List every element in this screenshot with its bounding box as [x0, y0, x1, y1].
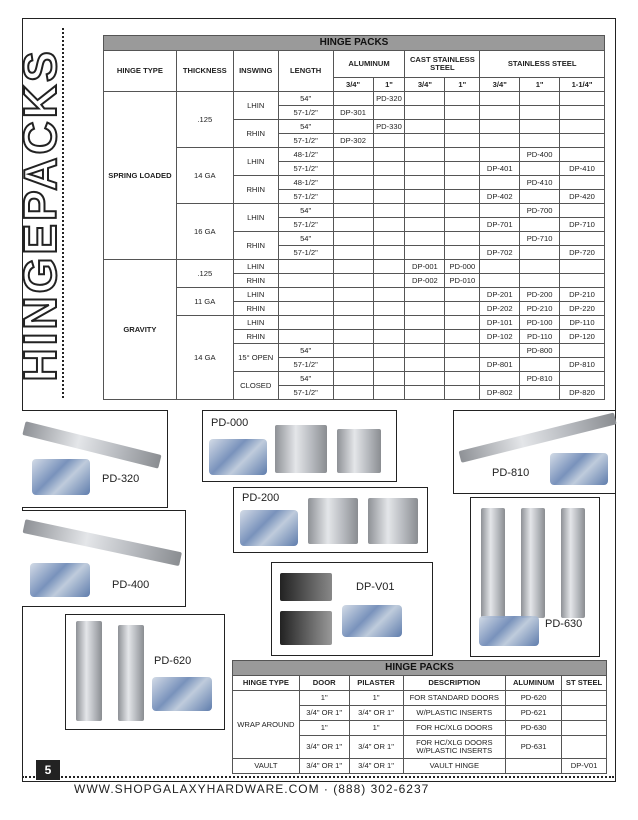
table-cell — [405, 246, 445, 260]
table-cell — [480, 372, 520, 386]
table-cell: RHIN — [233, 330, 278, 344]
table-cell: 54" — [278, 344, 333, 358]
table-cell — [373, 232, 405, 246]
table-cell: 54" — [278, 232, 333, 246]
table-cell: DP-302 — [333, 134, 373, 148]
table-cell — [333, 190, 373, 204]
table-cell — [333, 232, 373, 246]
table-cell: WRAP AROUND — [233, 691, 300, 759]
table-cell — [278, 330, 333, 344]
table-cell: LHIN — [233, 204, 278, 232]
table-cell — [520, 246, 560, 260]
table-cell — [333, 344, 373, 358]
table-cell — [405, 190, 445, 204]
table-cell — [480, 148, 520, 162]
caption-pd620: PD-620 — [154, 655, 192, 667]
table-cell: LHIN — [233, 316, 278, 330]
table-cell: DP-810 — [560, 358, 605, 372]
table-cell: SPRING LOADED — [104, 92, 177, 260]
table-cell — [445, 358, 480, 372]
table-cell: 16 GA — [176, 204, 233, 260]
table-cell: DP-102 — [480, 330, 520, 344]
table-cell — [333, 288, 373, 302]
table-cell: PD-700 — [520, 204, 560, 218]
col-thickness: THICKNESS — [176, 51, 233, 92]
table-cell: PD-330 — [373, 120, 405, 134]
size-header: 1-1/4" — [560, 78, 605, 92]
table-cell — [520, 274, 560, 288]
table-cell — [333, 176, 373, 190]
table-cell — [278, 260, 333, 274]
table-cell — [560, 176, 605, 190]
table-cell — [333, 274, 373, 288]
table-cell — [560, 344, 605, 358]
table-cell: FOR HC/XLG DOORS W/PLASTIC INSERTS — [403, 736, 506, 759]
table-cell: 57-1/2" — [278, 190, 333, 204]
footer-website: WWW.SHOPGALAXYHARDWARE.COM · (888) 302-6237 — [74, 782, 430, 796]
table-cell — [373, 260, 405, 274]
col-length: LENGTH — [278, 51, 333, 92]
table-cell — [373, 204, 405, 218]
table-cell — [333, 260, 373, 274]
table2-header: ST STEEL — [562, 676, 607, 691]
table-cell: RHIN — [233, 176, 278, 204]
table-cell: 1" — [349, 691, 403, 706]
size-header: 3/4" — [480, 78, 520, 92]
table-cell — [405, 316, 445, 330]
table-cell — [405, 358, 445, 372]
top-dotted-rule — [62, 28, 64, 398]
table-cell: 3/4" OR 1" — [299, 736, 349, 759]
table-cell: 54" — [278, 120, 333, 134]
table-cell: 3/4" OR 1" — [299, 759, 349, 774]
table-cell — [445, 246, 480, 260]
photo-pd000 — [202, 410, 397, 482]
table-cell: CLOSED — [233, 372, 278, 400]
table-cell: 57-1/2" — [278, 106, 333, 120]
table-cell: DP-402 — [480, 190, 520, 204]
table-cell: GRAVITY — [104, 260, 177, 400]
table-cell: DP-V01 — [562, 759, 607, 774]
table-cell — [373, 246, 405, 260]
table-cell — [445, 204, 480, 218]
table-cell — [405, 162, 445, 176]
table-cell: 57-1/2" — [278, 134, 333, 148]
table-cell — [445, 120, 480, 134]
table-cell — [560, 260, 605, 274]
table-cell — [333, 330, 373, 344]
table2-header: DESCRIPTION — [403, 676, 506, 691]
table-cell: RHIN — [233, 274, 278, 288]
table2-header: ALUMINUM — [506, 676, 562, 691]
bottom-dotted-rule — [22, 776, 614, 778]
table-cell — [445, 92, 480, 106]
table-cell: RHIN — [233, 232, 278, 260]
table-cell — [373, 148, 405, 162]
col-hinge-type: HINGE TYPE — [104, 51, 177, 92]
table-row — [104, 316, 605, 330]
table-cell — [445, 386, 480, 400]
table-cell — [278, 274, 333, 288]
table-cell: DP-001 — [405, 260, 445, 274]
table-cell: DP-802 — [480, 386, 520, 400]
table2-header: DOOR — [299, 676, 349, 691]
table-cell: DP-301 — [333, 106, 373, 120]
table-cell: PD-320 — [373, 92, 405, 106]
table-cell: 15° OPEN — [233, 344, 278, 372]
table-cell — [480, 134, 520, 148]
table-cell — [333, 204, 373, 218]
table-cell — [405, 120, 445, 134]
size-header: 1" — [373, 78, 405, 92]
table-cell — [520, 120, 560, 134]
table-cell: VAULT — [233, 759, 300, 774]
table-cell — [333, 92, 373, 106]
table-cell — [405, 204, 445, 218]
caption-pd000: PD-000 — [211, 417, 249, 429]
table-cell: DP-720 — [560, 246, 605, 260]
table-cell — [405, 92, 445, 106]
table-cell: 1" — [349, 721, 403, 736]
table-cell — [405, 344, 445, 358]
table-cell: FOR STANDARD DOORS — [403, 691, 506, 706]
table-cell — [373, 302, 405, 316]
table-cell: PD-800 — [520, 344, 560, 358]
table-cell — [278, 316, 333, 330]
table-cell: 3/4" OR 1" — [349, 759, 403, 774]
size-header: 1" — [520, 78, 560, 92]
photo-pd320 — [22, 410, 168, 508]
table-cell — [333, 218, 373, 232]
table-cell — [480, 260, 520, 274]
table-cell — [373, 330, 405, 344]
table-cell — [405, 302, 445, 316]
table-cell — [445, 162, 480, 176]
table-cell — [520, 162, 560, 176]
table-cell: DP-210 — [560, 288, 605, 302]
table-cell: DP-801 — [480, 358, 520, 372]
table-cell: DP-220 — [560, 302, 605, 316]
caption-pd810: PD-810 — [492, 467, 530, 479]
table-cell: .125 — [176, 92, 233, 148]
table-cell: DP-820 — [560, 386, 605, 400]
table-cell — [445, 218, 480, 232]
table-cell — [480, 106, 520, 120]
size-header: 3/4" — [405, 78, 445, 92]
table-cell — [405, 148, 445, 162]
photo-pd630 — [470, 497, 600, 657]
table-cell — [373, 288, 405, 302]
wrap-around-table — [232, 660, 607, 774]
table-cell: DP-702 — [480, 246, 520, 260]
table-cell: DP-101 — [480, 316, 520, 330]
table-cell: LHIN — [233, 260, 278, 274]
table-cell — [333, 148, 373, 162]
table-cell — [405, 288, 445, 302]
table-cell — [480, 204, 520, 218]
table-cell — [562, 706, 607, 721]
caption-pd400: PD-400 — [112, 579, 150, 591]
table-cell — [405, 330, 445, 344]
table-cell — [373, 190, 405, 204]
table-cell: 57-1/2" — [278, 246, 333, 260]
table-cell — [480, 232, 520, 246]
table-cell — [480, 120, 520, 134]
table-cell — [445, 344, 480, 358]
table-cell: PD-200 — [520, 288, 560, 302]
table-cell: DP-120 — [560, 330, 605, 344]
size-header: 1" — [445, 78, 480, 92]
table-cell: 14 GA — [176, 316, 233, 400]
table2-header: HINGE TYPE — [233, 676, 300, 691]
table-cell — [405, 232, 445, 246]
table-cell: 54" — [278, 204, 333, 218]
side-title: HINGEPACKS — [14, 48, 66, 382]
table-cell — [405, 218, 445, 232]
table-cell — [373, 218, 405, 232]
table-cell: 11 GA — [176, 288, 233, 316]
table-cell — [560, 106, 605, 120]
table-row — [104, 288, 605, 302]
table-cell: 1" — [299, 691, 349, 706]
table-cell — [373, 358, 405, 372]
table-cell — [480, 176, 520, 190]
table-cell — [373, 274, 405, 288]
table-cell — [405, 176, 445, 190]
table-cell — [562, 736, 607, 759]
table-cell — [560, 134, 605, 148]
table-cell: DP-110 — [560, 316, 605, 330]
table-cell: 57-1/2" — [278, 218, 333, 232]
table-cell: PD-010 — [445, 274, 480, 288]
size-header: 3/4" — [333, 78, 373, 92]
table-cell — [373, 372, 405, 386]
table-cell — [373, 316, 405, 330]
table-row — [104, 204, 605, 218]
table-cell: 57-1/2" — [278, 358, 333, 372]
caption-pd200: PD-200 — [242, 492, 280, 504]
table-row — [104, 92, 605, 106]
table-cell: PD-621 — [506, 706, 562, 721]
table-cell — [333, 316, 373, 330]
table-cell: VAULT HINGE — [403, 759, 506, 774]
table-cell: PD-620 — [506, 691, 562, 706]
table-cell — [562, 691, 607, 706]
table-cell: 1" — [299, 721, 349, 736]
table-cell: DP-002 — [405, 274, 445, 288]
table-cell — [445, 148, 480, 162]
table-cell: DP-710 — [560, 218, 605, 232]
table-cell — [333, 358, 373, 372]
photo-pd810 — [453, 410, 615, 494]
table-cell — [480, 344, 520, 358]
table2-header: PILASTER — [349, 676, 403, 691]
table-cell — [333, 372, 373, 386]
caption-pd320: PD-320 — [102, 473, 140, 485]
table-cell: 57-1/2" — [278, 386, 333, 400]
table-cell: PD-710 — [520, 232, 560, 246]
table-cell — [520, 134, 560, 148]
table-cell: 3/4" OR 1" — [299, 706, 349, 721]
photo-pd620 — [65, 614, 225, 730]
table-cell — [373, 344, 405, 358]
table-cell — [405, 106, 445, 120]
table-cell — [520, 92, 560, 106]
table-cell — [520, 190, 560, 204]
col-inswing: INSWING — [233, 51, 278, 92]
table-cell — [373, 162, 405, 176]
table-cell: DP-420 — [560, 190, 605, 204]
table-cell — [445, 288, 480, 302]
table-cell: 3/4" OR 1" — [349, 706, 403, 721]
photo-pd200 — [233, 487, 428, 553]
table-cell — [445, 134, 480, 148]
table-cell — [333, 162, 373, 176]
table-cell: DP-201 — [480, 288, 520, 302]
table-cell: 48-1/2" — [278, 176, 333, 190]
table-cell: PD-100 — [520, 316, 560, 330]
table-cell — [520, 358, 560, 372]
table-cell: DP-401 — [480, 162, 520, 176]
table-cell: PD-410 — [520, 176, 560, 190]
table-cell — [560, 274, 605, 288]
table-cell: PD-631 — [506, 736, 562, 759]
table-cell — [560, 92, 605, 106]
table-cell — [333, 246, 373, 260]
table-cell — [333, 120, 373, 134]
page-number: 5 — [36, 760, 60, 780]
col-stainless: STAINLESS STEEL — [480, 51, 605, 78]
table-cell — [520, 106, 560, 120]
table-cell: PD-210 — [520, 302, 560, 316]
table-cell: LHIN — [233, 288, 278, 302]
table-cell — [333, 386, 373, 400]
table-cell: PD-810 — [520, 372, 560, 386]
table-cell — [520, 386, 560, 400]
table-cell — [560, 372, 605, 386]
table-cell — [278, 302, 333, 316]
table-cell: PD-630 — [506, 721, 562, 736]
table-row — [104, 260, 605, 274]
table-cell — [373, 386, 405, 400]
table-cell: PD-000 — [445, 260, 480, 274]
table-cell: DP-701 — [480, 218, 520, 232]
table-cell: LHIN — [233, 92, 278, 120]
table-cell — [562, 721, 607, 736]
table-cell — [405, 386, 445, 400]
table-cell: W/PLASTIC INSERTS — [403, 706, 506, 721]
caption-pd630: PD-630 — [545, 618, 583, 630]
table-cell: .125 — [176, 260, 233, 288]
table-cell — [560, 204, 605, 218]
table-cell: 54" — [278, 372, 333, 386]
table-cell: 3/4" OR 1" — [349, 736, 403, 759]
table-cell: 54" — [278, 92, 333, 106]
table-cell — [445, 190, 480, 204]
table-cell — [445, 176, 480, 190]
col-cast: CAST STAINLESS STEEL — [405, 51, 480, 78]
table-cell — [520, 218, 560, 232]
table2-row — [233, 759, 607, 774]
table-cell — [480, 92, 520, 106]
caption-dpv01: DP-V01 — [356, 581, 395, 593]
table-cell — [480, 274, 520, 288]
table-cell: RHIN — [233, 302, 278, 316]
table2-row — [233, 691, 607, 706]
table-cell — [405, 134, 445, 148]
table-cell: 48-1/2" — [278, 148, 333, 162]
table-cell — [560, 232, 605, 246]
table-cell — [373, 134, 405, 148]
table-cell: PD-400 — [520, 148, 560, 162]
table-cell — [278, 288, 333, 302]
table-cell: DP-410 — [560, 162, 605, 176]
table-cell: PD-110 — [520, 330, 560, 344]
photo-dpv01 — [271, 562, 433, 656]
table-cell: 14 GA — [176, 148, 233, 204]
table-cell — [560, 148, 605, 162]
table-cell — [445, 106, 480, 120]
table-cell — [333, 302, 373, 316]
table-cell — [405, 372, 445, 386]
table-cell — [520, 260, 560, 274]
table-title: HINGE PACKS — [104, 36, 605, 51]
table-cell — [373, 106, 405, 120]
hinge-packs-table — [103, 35, 605, 400]
table-cell — [506, 759, 562, 774]
table-row — [104, 148, 605, 162]
table-cell — [445, 316, 480, 330]
photo-pd400 — [22, 510, 186, 607]
table-cell: DP-202 — [480, 302, 520, 316]
table-cell: LHIN — [233, 148, 278, 176]
col-aluminum: ALUMINUM — [333, 51, 405, 78]
table-cell — [560, 120, 605, 134]
table-cell — [445, 302, 480, 316]
table-cell — [445, 372, 480, 386]
table-cell — [445, 232, 480, 246]
table-cell: RHIN — [233, 120, 278, 148]
table-cell — [445, 330, 480, 344]
table-cell: FOR HC/XLG DOORS — [403, 721, 506, 736]
table-cell: 57-1/2" — [278, 162, 333, 176]
table-cell — [373, 176, 405, 190]
table2-title: HINGE PACKS — [233, 661, 607, 676]
